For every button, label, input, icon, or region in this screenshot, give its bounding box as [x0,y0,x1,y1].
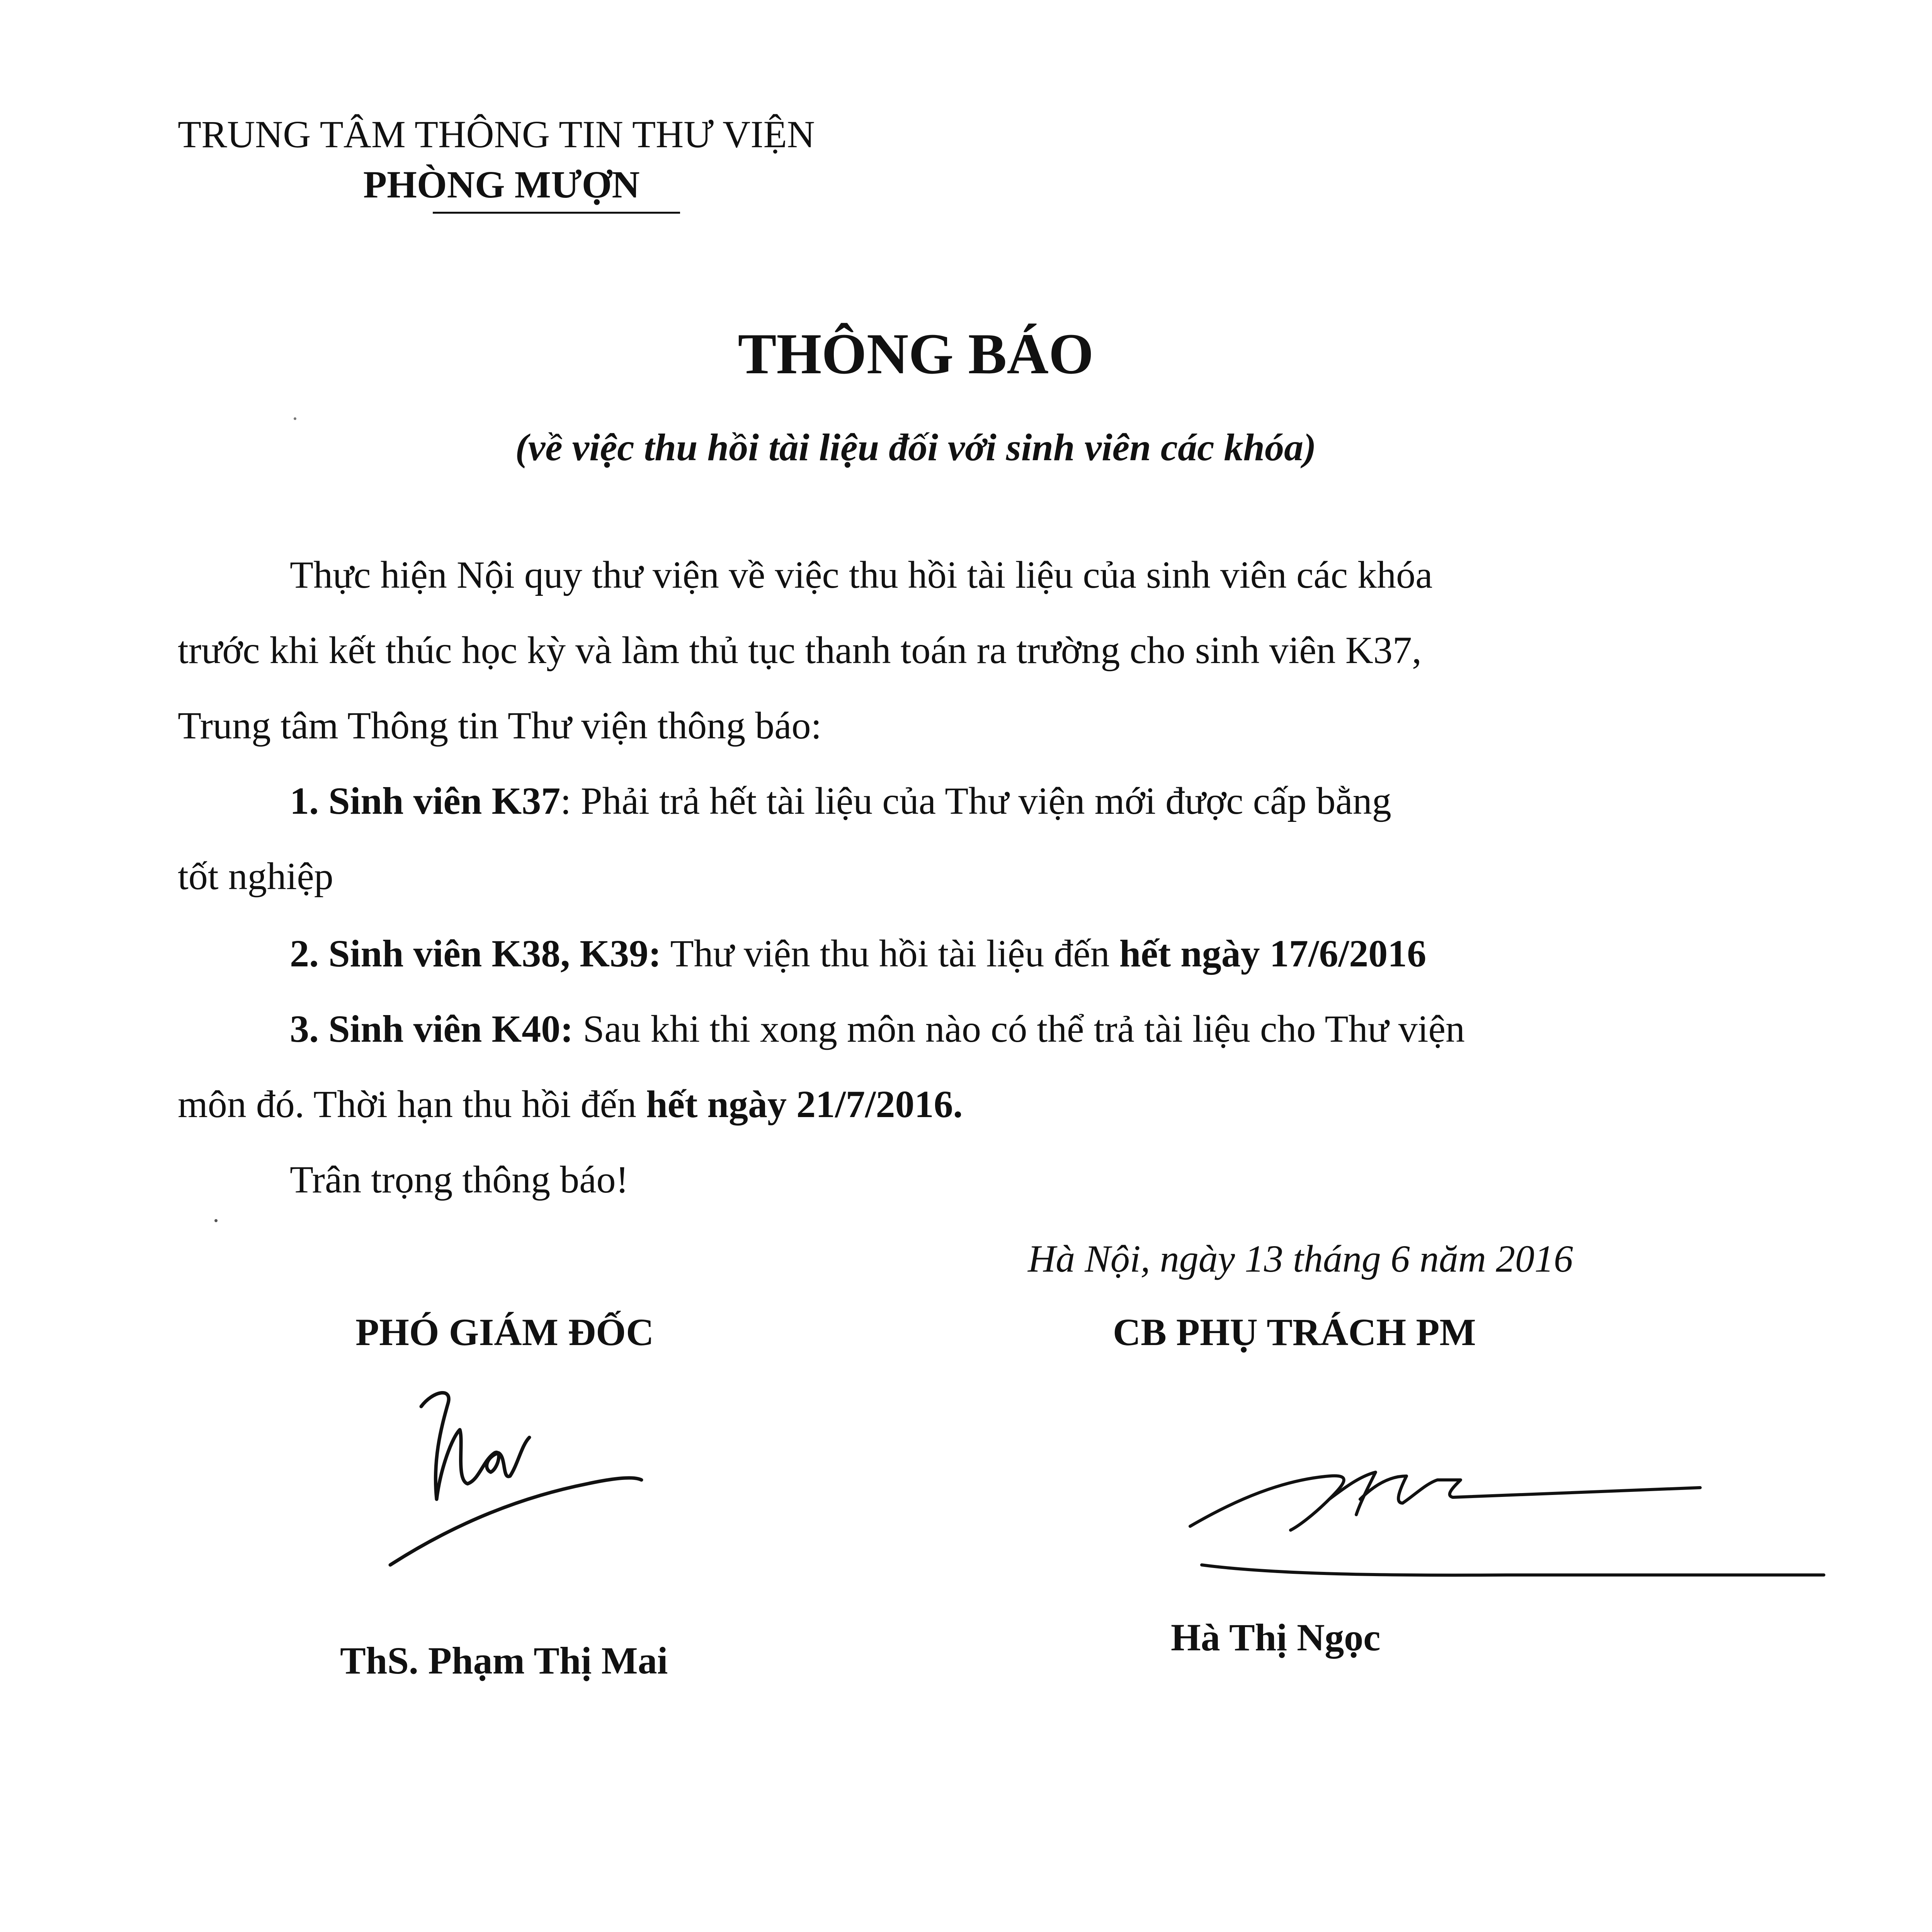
right-signatory-role: CB PHỤ TRÁCH PM [1113,1311,1476,1354]
left-signatory-name: ThS. Phạm Thị Mai [340,1639,668,1682]
document-subtitle: (về việc thu hồi tài liệu đối với sinh viên các khóa) [515,426,1316,469]
left-signatory-role: PHÓ GIÁM ĐỐC [355,1311,654,1354]
item-3-text: Sau khi thi xong môn nào có thể trả tài liệu cho Thư viện [573,1007,1465,1050]
organization-name: TRUNG TÂM THÔNG TIN THƯ VIỆN [178,113,815,156]
item-2-text: Thư viện thu hồi tài liệu đến [661,932,1119,975]
place-date: Hà Nội, ngày 13 tháng 6 năm 2016 [1028,1237,1573,1280]
item-2-label: 2. Sinh viên K38, K39: [290,932,662,975]
scan-speck [214,1219,218,1222]
left-signature-mark [390,1393,641,1565]
item-1-label: 1. Sinh viên K37 [290,779,561,822]
item-1-continuation: tốt nghiệp [178,855,333,898]
intro-line-2: trước khi kết thúc học kỳ và làm thủ tục thanh toán ra trường cho sinh viên K37, [178,629,1422,672]
item-3-deadline: hết ngày 21/7/2016. [646,1083,963,1126]
item-2-deadline: hết ngày 17/6/2016 [1119,932,1427,975]
closing-line: Trân trọng thông báo! [290,1158,629,1201]
intro-line-3: Trung tâm Thông tin Thư viện thông báo: [178,704,822,747]
item-3-label: 3. Sinh viên K40: [290,1007,573,1050]
department-name: PHÒNG MƯỢN [363,163,640,206]
intro-line-1: Thực hiện Nội quy thư viện về việc thu hồi tài liệu của sinh viên các khóa [290,553,1433,596]
right-signature-mark [1190,1472,1824,1575]
item-1-text: : Phải trả hết tài liệu của Thư viện mới được cấp bằng [560,779,1391,822]
document-title: THÔNG BÁO [738,322,1094,386]
scan-speck [294,417,296,420]
item-3-cont-text: môn đó. Thời hạn thu hồi đến [178,1083,646,1126]
right-signatory-name: Hà Thị Ngọc [1171,1616,1381,1659]
